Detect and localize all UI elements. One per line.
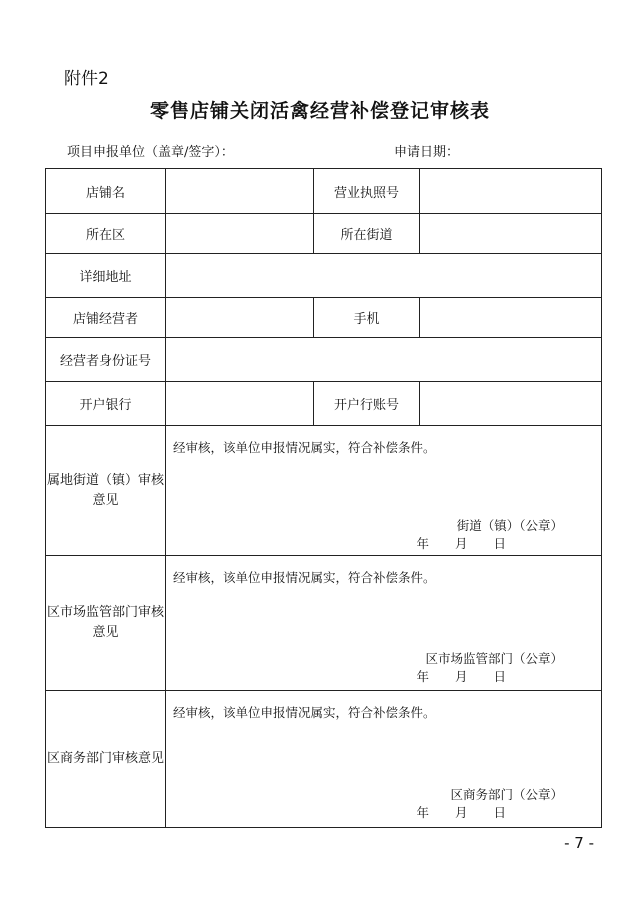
review-commerce-date [416,803,506,821]
street-label: 所在街道 [314,214,420,254]
review-street-date [416,534,506,552]
district-label: 所在区 [46,214,166,254]
review-market-day: 日 [493,669,506,684]
row-review-market [46,556,602,691]
review-commerce-text: 经审核，该单位申报情况属实，符合补偿条件。 [173,705,436,720]
review-street-year: 年 [416,536,429,551]
application-date-label: 申请日期： [394,145,460,160]
row-district [46,214,602,254]
review-street-field[interactable] [166,426,602,556]
review-market-label-line1: 区市场监管部门审核 [46,605,164,620]
row-review-commerce [46,691,602,828]
page-number: - 7 - [564,834,594,852]
registration-form-table [45,168,602,828]
review-commerce-field[interactable] [166,691,602,828]
address-label: 详细地址 [46,254,166,298]
review-commerce-seal: 区商务部门（公章） [450,787,563,802]
address-field[interactable] [166,254,602,298]
operator-label: 店铺经营者 [46,298,166,338]
review-market-year: 年 [416,669,429,684]
review-market-opinion [166,556,601,690]
license-no-field[interactable] [420,169,602,214]
license-no-label: 营业执照号 [314,169,420,214]
row-operator [46,298,602,338]
district-field[interactable] [166,214,314,254]
review-street-label-line1: 属地街道（镇）审核 [46,472,164,488]
row-bank [46,382,602,426]
review-commerce-month: 月 [454,805,468,820]
review-commerce-opinion [166,691,601,827]
row-review-street [46,426,602,556]
review-market-month: 月 [454,669,468,684]
id-no-label: 经营者身份证号 [46,338,166,382]
review-street-day: 日 [493,536,506,551]
review-commerce-label-line1: 区商务部门审核意见 [46,751,164,766]
review-market-text: 经审核，该单位申报情况属实，符合补偿条件。 [173,570,436,585]
row-id-no [46,338,602,382]
row-store-name [46,169,602,214]
row-address [46,254,602,298]
review-street-label [46,426,166,556]
review-market-label [46,556,166,691]
store-name-label: 店铺名 [46,169,166,214]
phone-label: 手机 [314,298,420,338]
review-street-seal: 街道（镇）（公章） [456,518,563,533]
review-commerce-label [46,691,166,828]
review-commerce-year: 年 [416,805,429,820]
form-title: 零售店铺关闭活禽经营补偿登记审核表 [149,100,490,122]
review-market-field[interactable] [166,556,602,691]
applicant-unit-label: 项目申报单位（盖章/签字）： [67,145,234,160]
account-label: 开户行账号 [314,382,420,426]
bank-label: 开户银行 [46,382,166,426]
review-market-seal: 区市场监管部门（公章） [425,651,563,666]
annex-label: 附件2 [64,69,109,89]
review-street-label-line2: 意见 [92,492,119,508]
operator-field[interactable] [166,298,314,338]
review-market-label-line2: 意见 [92,625,119,640]
bank-field[interactable] [166,382,314,426]
id-no-field[interactable] [166,338,602,382]
review-street-month: 月 [454,536,468,551]
phone-field[interactable] [420,298,602,338]
review-market-date [416,667,506,685]
store-name-field[interactable] [166,169,314,214]
street-field[interactable] [420,214,602,254]
review-street-opinion [166,426,601,555]
account-field[interactable] [420,382,602,426]
review-commerce-day: 日 [493,805,506,820]
review-street-text: 经审核，该单位申报情况属实，符合补偿条件。 [173,440,436,455]
